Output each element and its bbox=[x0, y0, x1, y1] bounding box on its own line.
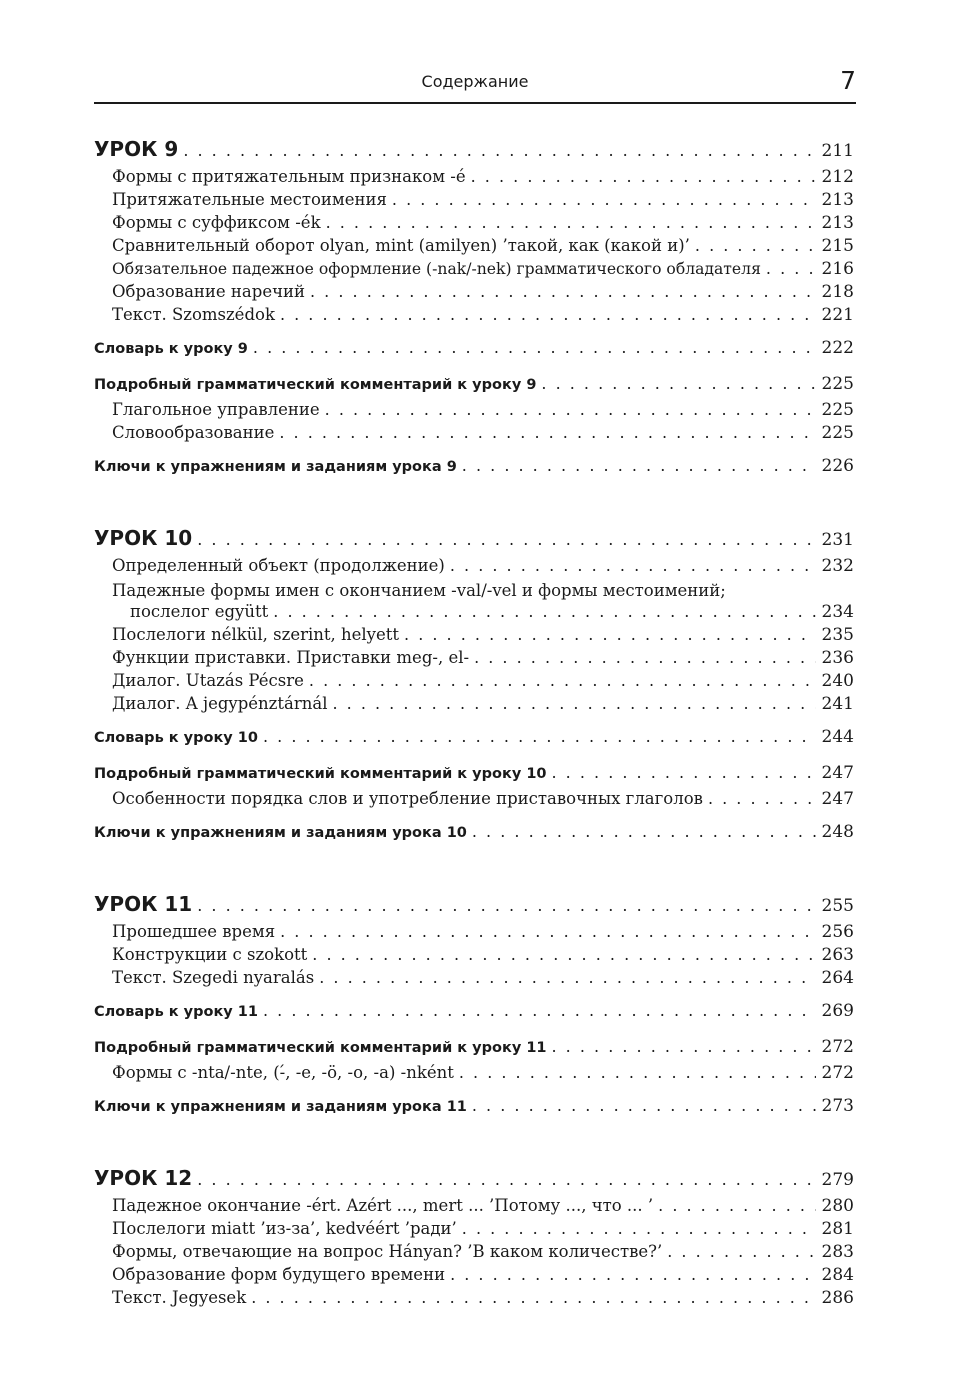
header-title: Содержание bbox=[421, 72, 529, 91]
toc-entry[interactable]: Формы с суффиксом -ék . . . 213 bbox=[112, 213, 854, 236]
toc-entry[interactable]: Текст. Jegyesek . . . 286 bbox=[112, 1288, 854, 1311]
toc-entry[interactable]: Послелоги nélkül, szerint, helyett . . . 235 bbox=[112, 625, 854, 648]
toc-entry[interactable]: Функции приставки. Приставки meg-, el- . . . 236 bbox=[112, 648, 854, 671]
vocabulary-entry[interactable]: Словарь к уроку 10 . . . 244 bbox=[94, 727, 854, 753]
lesson-title: УРОК 12 bbox=[94, 1166, 193, 1190]
toc-entry[interactable]: Притяжательные местоимения . . . 213 bbox=[112, 190, 854, 213]
lesson-title-row[interactable] bbox=[94, 526, 854, 556]
lesson-11-section bbox=[94, 892, 854, 1122]
toc-entry[interactable]: Диалог. Utazás Pécsre . . . 240 bbox=[112, 671, 854, 694]
toc-entry[interactable]: Текст. Szomszédok . . . 221 bbox=[112, 305, 854, 328]
toc-entry[interactable]: Падежное окончание -ért. Azért ..., mert ... ’Потому ..., что ... ’ . . . 280 bbox=[112, 1196, 854, 1219]
toc-entry[interactable]: Особенности порядка слов и употребление приставочных глаголов . . . 247 bbox=[112, 789, 854, 812]
lesson-10-section bbox=[94, 526, 854, 848]
toc-entry[interactable]: Образование наречий . . . 218 bbox=[112, 282, 854, 305]
vocabulary-entry[interactable]: Словарь к уроку 9 . . . 222 bbox=[94, 338, 854, 364]
toc-entry[interactable]: Обязательное падежное оформление (-nak/-nek) грамматического обладателя . . . 216 bbox=[112, 259, 854, 282]
toc-entry[interactable]: Формы с -nta/-nte, (-́, -e, -ö, -o, -a) -nként . . . 272 bbox=[112, 1063, 854, 1086]
answer-keys-entry[interactable]: Ключи к упражнениям и заданиям урока 9 . . . 226 bbox=[94, 456, 854, 482]
toc-entry[interactable]: Глагольное управление . . . 225 bbox=[112, 400, 854, 423]
toc-entry[interactable]: Послелоги miatt ’из-за’, kedvéért ’ради’ . . . 281 bbox=[112, 1219, 854, 1242]
toc-entry[interactable]: Формы, отвечающие на вопрос Hányan? ’В каком количестве?’ . . . 283 bbox=[112, 1242, 854, 1265]
toc-entry[interactable]: Образование форм будущего времени . . . 284 bbox=[112, 1265, 854, 1288]
toc-entry[interactable]: Сравнительный оборот olyan, mint (amilyen) ’такой, как (какой и)’ . . . 215 bbox=[112, 236, 854, 259]
page-ref: 231 bbox=[821, 530, 854, 550]
page-ref: 211 bbox=[821, 141, 854, 161]
lesson-12-section bbox=[94, 1166, 854, 1311]
toc-entry[interactable]: Текст. Szegedi nyaralás . . . 264 bbox=[112, 968, 854, 991]
running-header bbox=[94, 62, 856, 104]
answer-keys-entry[interactable]: Ключи к упражнениям и заданиям урока 11 . . . 273 bbox=[94, 1096, 854, 1122]
toc-entry[interactable]: Прошедшее время . . . 256 bbox=[112, 922, 854, 945]
lesson-9-section bbox=[94, 137, 854, 482]
toc-entry-multiline[interactable]: Падежные формы имен с окончанием -val/-vel и формы местоимений; послелог együtt . . . 234 bbox=[112, 579, 854, 625]
lesson-title: УРОК 10 bbox=[94, 526, 193, 550]
toc-entry[interactable]: Конструкции с szokott . . . 263 bbox=[112, 945, 854, 968]
toc-entry[interactable]: Диалог. A jegypénztárnál . . . 241 bbox=[112, 694, 854, 717]
page-ref: 279 bbox=[821, 1170, 854, 1190]
lesson-title-row[interactable] bbox=[94, 137, 854, 167]
grammar-commentary-entry[interactable]: Подробный грамматический комментарий к уроку 10 . . . 247 bbox=[94, 763, 854, 789]
lesson-title-row[interactable] bbox=[94, 892, 854, 922]
toc-entry[interactable]: Формы с притяжательным признаком -é . . . 212 bbox=[112, 167, 854, 190]
toc-entry[interactable]: Словообразование . . . 225 bbox=[112, 423, 854, 446]
toc-entry[interactable]: Определенный объект (продолжение) . . . 232 bbox=[112, 556, 854, 579]
lesson-title: УРОК 9 bbox=[94, 137, 179, 161]
page-ref: 255 bbox=[821, 896, 854, 916]
table-of-contents bbox=[94, 137, 854, 1355]
page-number: 7 bbox=[840, 66, 856, 95]
grammar-commentary-entry[interactable]: Подробный грамматический комментарий к уроку 11 . . . 272 bbox=[94, 1037, 854, 1063]
grammar-commentary-entry[interactable]: Подробный грамматический комментарий к уроку 9 . . . 225 bbox=[94, 374, 854, 400]
lesson-title-row[interactable] bbox=[94, 1166, 854, 1196]
answer-keys-entry[interactable]: Ключи к упражнениям и заданиям урока 10 . . . 248 bbox=[94, 822, 854, 848]
vocabulary-entry[interactable]: Словарь к уроку 11 . . . 269 bbox=[94, 1001, 854, 1027]
lesson-title: УРОК 11 bbox=[94, 892, 193, 916]
